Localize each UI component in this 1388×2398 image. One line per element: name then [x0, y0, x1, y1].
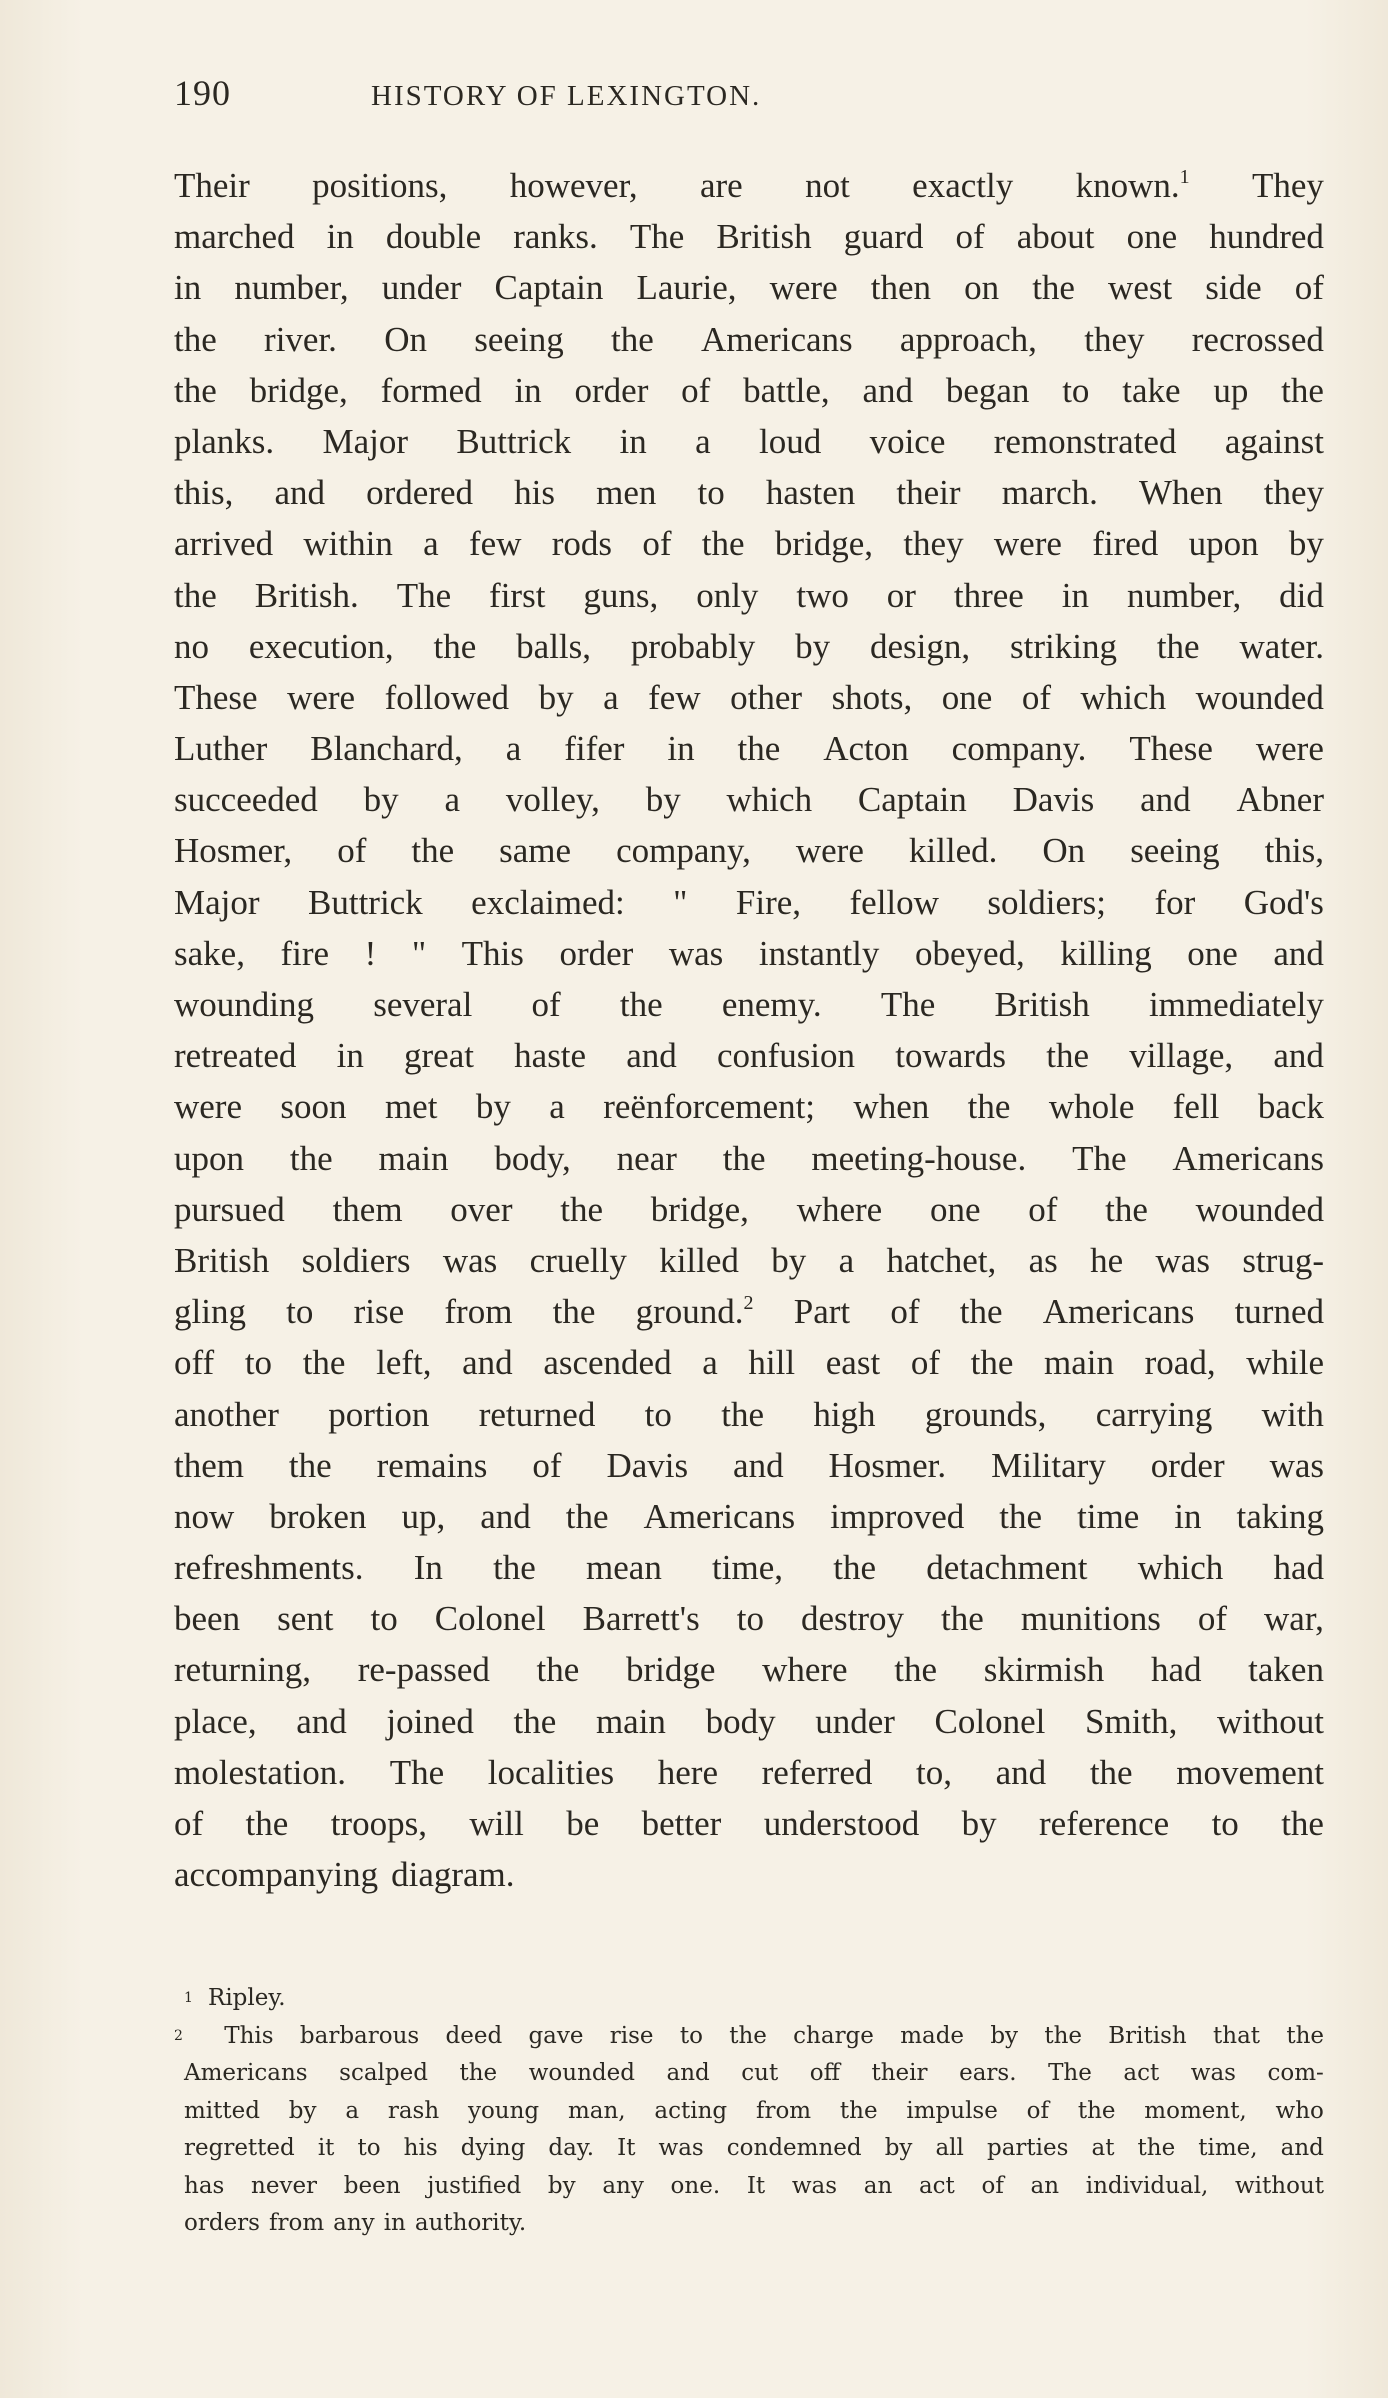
footnotes	[174, 1980, 1324, 2243]
page-number: 190	[174, 73, 231, 113]
text-line: Luther Blanchard, a fifer in the Acton company. These were	[174, 729, 1324, 769]
footnote-marker: 2	[174, 2027, 183, 2044]
text-line: These were followed by a few other shots, one of which wounded	[174, 677, 1324, 717]
text-line: accompanying diagram.	[174, 1855, 515, 1895]
text-line: marched in double ranks. The British guard of about one hundred	[174, 217, 1324, 257]
text-line: Hosmer, of the same company, were killed. On seeing this,	[174, 831, 1324, 871]
footnote-line: Americans scalped the wounded and cut off their ears. The act was com-	[184, 2060, 1324, 2086]
text-line: gling to rise from the ground.$^2$ Part of the Americans turned	[174, 1292, 1324, 1332]
text-line: been sent to Colonel Barrett's to destroy the munitions of war,	[174, 1599, 1324, 1639]
footnote-line: mitted by a rash young man, acting from the impulse of the moment, who	[184, 2097, 1324, 2124]
footnote-reference: 1	[1179, 166, 1190, 188]
text-line: returning, re-passed the bridge where the skirmish had taken	[174, 1650, 1324, 1690]
text-line: were soon met by a reënforcement; when the whole fell back	[174, 1087, 1324, 1127]
footnote-line: 2 This barbarous deed gave rise to the charge made by the British that the	[174, 2018, 1324, 2056]
text-line: upon the main body, near the meeting-house. The Americans	[174, 1138, 1324, 1178]
footnote-line: orders from any in authority.	[184, 2210, 527, 2236]
text-line: refreshments. In the mean time, the detachment which had	[174, 1548, 1324, 1588]
text-line: Their positions, however, are not exactly known.$^1$ They	[174, 166, 1324, 205]
text-line: the bridge, formed in order of battle, and began to take up the	[174, 370, 1324, 410]
text-line: British soldiers was cruelly killed by a hatchet, as he was strug-	[174, 1240, 1324, 1280]
text-line: the British. The first guns, only two or three in number, did	[174, 575, 1324, 615]
text-line: in number, under Captain Laurie, were then on the west side of	[174, 268, 1324, 308]
text-line: wounding several of the enemy. The British immediately	[174, 985, 1324, 1024]
text-line: the river. On seeing the Americans approach, they recrossed	[174, 319, 1324, 359]
text-line: them the remains of Davis and Hosmer. Military order was	[174, 1445, 1324, 1485]
text-line: molestation. The localities here referred to, and the movement	[174, 1752, 1324, 1792]
running-head: HISTORY OF LEXINGTON.	[371, 80, 762, 112]
text-line: pursued them over the bridge, where one of the wounded	[174, 1189, 1324, 1229]
footnote-marker: 1	[184, 1990, 193, 2006]
text-line: arrived within a few rods of the bridge, they were fired upon by	[174, 524, 1324, 564]
text-line: no execution, the balls, probably by design, striking the water.	[174, 626, 1324, 666]
text-line: succeeded by a volley, by which Captain Davis and Abner	[174, 780, 1324, 820]
text-line: place, and joined the main body under Colonel Smith, without	[174, 1701, 1324, 1741]
text-line: off to the left, and ascended a hill east of the main road, while	[174, 1343, 1324, 1383]
text-line: planks. Major Buttrick in a loud voice remonstrated against	[174, 421, 1324, 461]
text-line: of the troops, will be better understood by reference to the	[174, 1804, 1324, 1843]
footnote-line: regretted it to his dying day. It was condemned by all parties at the time, and	[184, 2135, 1324, 2161]
footnote-line: has never been justified by any one. It was an act of an individual, without	[184, 2172, 1324, 2199]
footnote-reference: 2	[743, 1292, 754, 1315]
text-line: Major Buttrick exclaimed: " Fire, fellow soldiers; for God's	[174, 882, 1324, 922]
text-line: retreated in great haste and confusion towards the village, and	[174, 1036, 1324, 1076]
footnote-line: 1 Ripley.	[174, 1980, 1324, 2018]
page-header	[174, 72, 1324, 122]
body-text	[174, 160, 1324, 1900]
text-line: sake, fire ! " This order was instantly obeyed, killing one and	[174, 933, 1324, 973]
text-line: now broken up, and the Americans improved the time in taking	[174, 1496, 1324, 1536]
text-line: another portion returned to the high grounds, carrying with	[174, 1394, 1324, 1434]
text-line: this, and ordered his men to hasten their march. When they	[174, 473, 1324, 513]
